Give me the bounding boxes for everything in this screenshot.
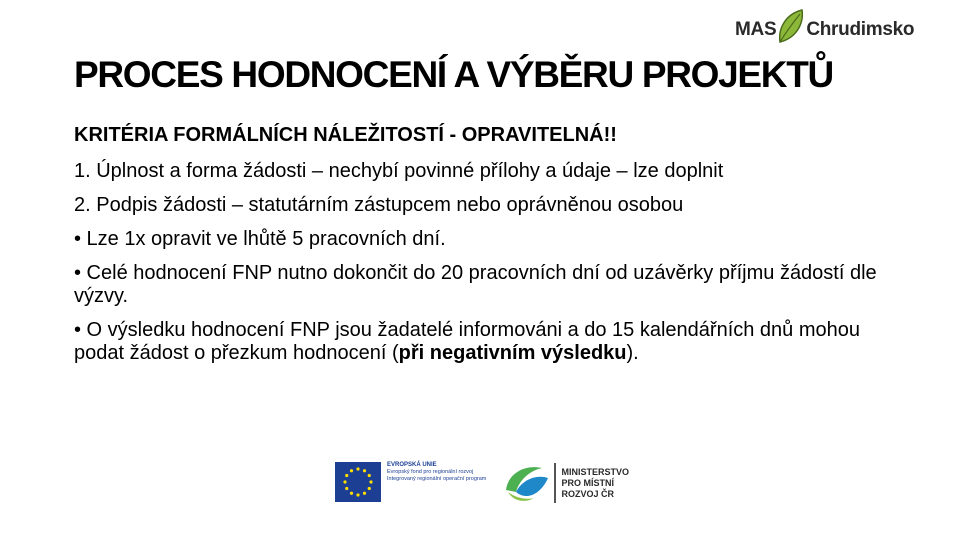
eu-text-line3: Integrovaný regionální operační program <box>387 476 487 482</box>
eu-star <box>345 474 348 477</box>
eu-flag-icon <box>335 462 381 502</box>
bullet-2: • Celé hodnocení FNP nutno dokončit do 20 pracovních dní od uzávěrky příjmu žádostí dle výzvy. <box>74 262 877 307</box>
leaf-icon <box>774 8 806 46</box>
eu-star <box>343 480 346 483</box>
mmr-text-line1: MINISTERSTVO <box>561 466 630 477</box>
page-title: PROCES HODNOCENÍ A VÝBĚRU PROJEKTŮ <box>74 54 833 95</box>
bullet-3-bold: při negativním výsledku <box>398 342 627 364</box>
eu-star <box>350 492 353 495</box>
eu-text-line2: Evropský fond pro regionální rozvoj <box>387 469 474 475</box>
mmr-globe-icon <box>502 462 550 504</box>
eu-star <box>368 487 371 490</box>
bullet-1: • Lze 1x opravit ve lhůtě 5 pracovních dní. <box>74 228 446 250</box>
logo-text-mas: MAS <box>735 19 777 40</box>
eu-star <box>368 474 371 477</box>
item-2: 2. Podpis žádosti – statutárním zástupcem nebo oprávněnou osobou <box>74 194 684 216</box>
mmr-text-line3: ROZVOJ ČR <box>561 488 615 499</box>
eu-logo <box>335 462 486 502</box>
eu-star <box>356 493 359 496</box>
eu-star <box>363 492 366 495</box>
eu-star <box>363 469 366 472</box>
bullet-3 <box>74 319 914 365</box>
bullet-3-end: ). <box>626 342 639 364</box>
eu-star <box>356 467 359 470</box>
mmr-text-line2: PRO MÍSTNÍ <box>561 477 615 488</box>
slide-content <box>74 124 914 376</box>
mmr-divider <box>554 463 556 503</box>
eu-star <box>369 480 372 483</box>
bullet-3-text: • O výsledku hodnocení FNP jsou žadatelé informováni a do 15 kalendářních dnů mohou podat žádost o přezkum hodnocení ( <box>74 319 861 364</box>
eu-star <box>345 487 348 490</box>
logo-text-chrudimsko: Chrudimsko <box>806 19 915 40</box>
mmr-logo <box>502 462 629 504</box>
mas-chrudimsko-logo <box>735 14 914 46</box>
eu-text-line1: EVROPSKÁ UNIE <box>387 462 437 468</box>
item-1: 1. Úplnost a forma žádosti – nechybí povinné přílohy a údaje – lze doplnit <box>74 160 724 182</box>
eu-star <box>350 469 353 472</box>
criteria-heading: KRITÉRIA FORMÁLNÍCH NÁLEŽITOSTÍ - OPRAVITELNÁ!! <box>74 124 617 146</box>
